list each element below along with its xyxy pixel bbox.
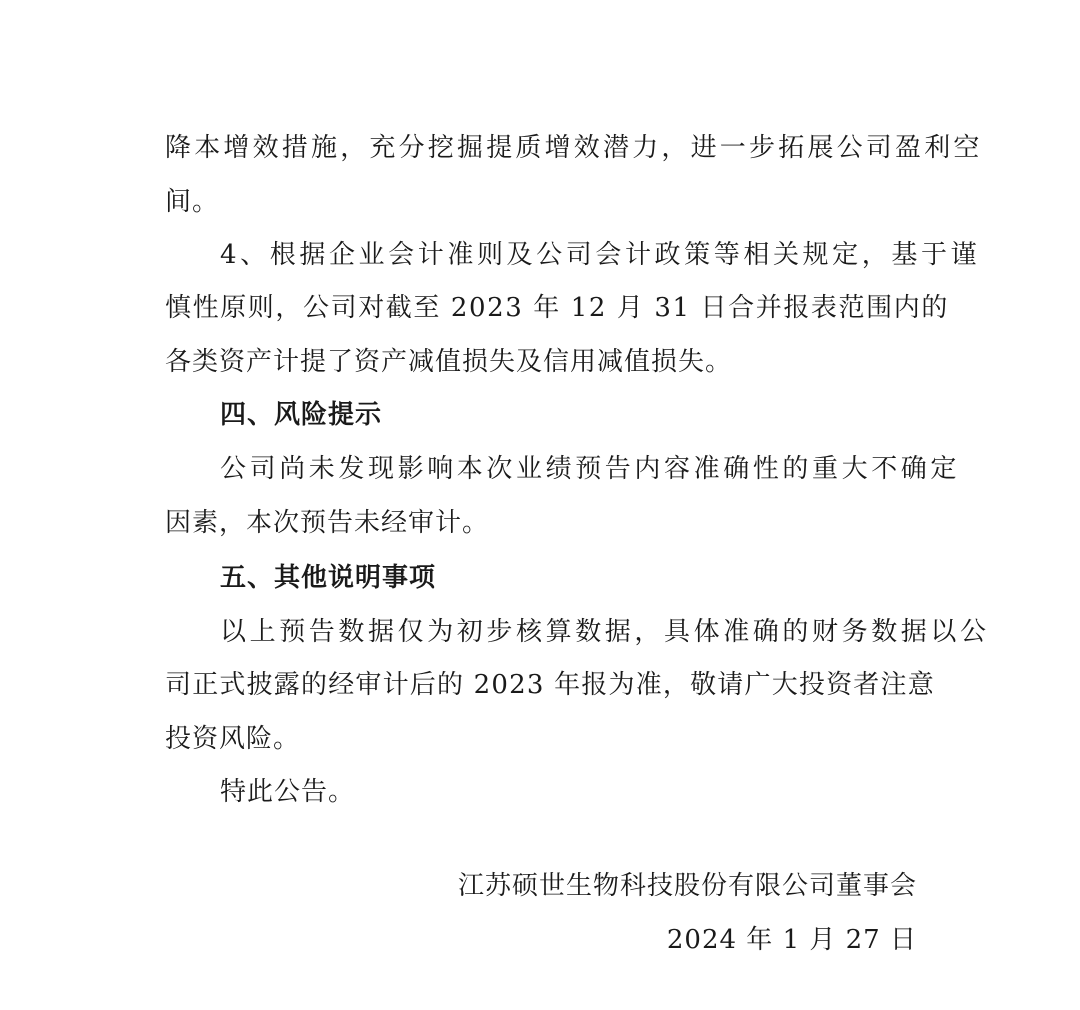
section-heading-other: 五、其他说明事项 (220, 563, 437, 593)
signature-date: 2024 年 1 月 27 日 (666, 925, 917, 955)
closing-statement: 特此公告。 (220, 777, 356, 807)
body-text-line: 4、根据企业会计准则及公司会计政策等相关规定，基于谨 (220, 240, 981, 270)
body-text-line: 各类资产计提了资产减值损失及信用减值损失。 (165, 347, 733, 377)
body-text-line: 公司尚未发现影响本次业绩预告内容准确性的重大不确定 (220, 454, 961, 484)
signature-company: 江苏硕世生物科技股份有限公司董事会 (457, 871, 917, 901)
body-text-line: 投资风险。 (165, 724, 301, 754)
body-text-line: 间。 (165, 187, 220, 217)
body-text-line: 慎性原则，公司对截至 2023 年 12 月 31 日合并报表范围内的 (165, 293, 949, 323)
section-heading-risk: 四、风险提示 (220, 400, 383, 430)
body-text-line: 司正式披露的经审计后的 2023 年报为准，敬请广大投资者注意 (165, 670, 935, 700)
body-text-line: 降本增效措施，充分挖掘提质增效潜力，进一步拓展公司盈利空 (165, 133, 983, 163)
body-text-line: 因素，本次预告未经审计。 (165, 508, 490, 538)
body-text-line: 以上预告数据仅为初步核算数据，具体准确的财务数据以公 (220, 617, 990, 647)
